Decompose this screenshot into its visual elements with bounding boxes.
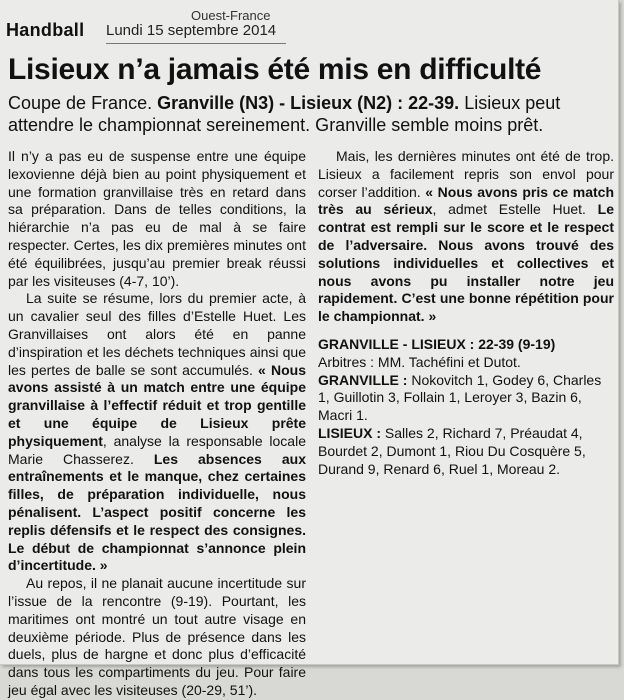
article-column-2 [318,148,614,478]
quote-1-part-1: « Nous avons assisté à un match entre une équipe granvillaise à l’effectif réduit et trop gentille et une équipe de Lisieux prête physiquement [8,361,306,449]
team-2-players: Salles 2, Richard 7, Préaudat 4, Bourdet 2, Dumont 1, Riou Du Cosquère 5, Durand 9, Renard 6, Ruel 1, Moreau 2. [318,424,586,477]
team-1-players: Nokovitch 1, Godey 6, Charles 1, Guillotin 3, Follain 1, Leroyer 3, Bazin 6, Macri 1. [318,371,602,424]
standfirst [8,92,608,136]
paragraph-4 [318,148,614,326]
paragraph-1: Il n’y a pas eu de suspense entre une équipe lexovienne déjà bien au point physiquement et une formation granvillaise très en retard dans sa préparation. Dans de telles conditions, la hiérarchie n’a pas eu de mal à se faire respecter. Certes, les dix premières minutes ont été équilibrées, jusqu’au premier break réussi par les visiteuses (4-7, 10’). [8,148,306,289]
quote-1-part-2: Les absences aux entraînements et le manque, chez certaines filles, de préparation individuelle, nous pénalisent. L’aspect positif concerne les replis défensifs et le respect des consignes. Le début de championnat s’annonce plein d’incertitude. » [8,450,306,574]
masthead [6,6,286,46]
masthead-rule [106,43,286,44]
paragraph-3: Au repos, il ne planait aucune incertitude sur l’issue de la rencontre (9-19). Pourtant, les maritimes ont montré un tout autre visage en deuxième période. Plus de présence dans les duels, plus de hargne et donc plus d’efficacité dans tous les compartiments du jeu. Pour faire jeu égal avec les visiteuses (20-29, 51’). [8,575,306,698]
standfirst-lead: Coupe de France. [8,93,158,113]
score-line: GRANVILLE - LISIEUX : 22-39 (9-19) [318,335,556,352]
paragraph-4-text: Mais, les dernières minutes ont été de trop. Lisieux a facilement repris son envol pour corser l’addition. [318,148,614,200]
publication-date: Lundi 15 septembre 2014 [106,22,277,39]
quote-2-part-2: Le contrat est rempli sur le score et le respect de l’adversaire. Nous avons trouvé des solutions individuelles et collectives et nous avons pu installer notre jeu rapidement. C’est une bonne répétition pour le championnat. » [318,201,614,325]
section-label: Handball [6,20,85,40]
newspaper-name: Ouest-France [191,8,271,23]
result-box [318,336,614,478]
team-2-lineup [318,425,614,478]
article-column-1 [8,148,306,700]
quote-2-attribution: , admet Estelle Huet. [432,201,598,218]
quote-2-part-1: « Nous avons pris ce match très au sérieux [318,183,615,218]
team-1-name: GRANVILLE : [318,371,408,388]
team-2-name: LISIEUX : [318,424,382,441]
standfirst-match: Granville (N3) - Lisieux (N2) : 22-39. [157,93,460,113]
headline: Lisieux n’a jamais été mis en difficulté [8,53,542,86]
team-1-lineup [318,372,614,425]
standfirst-rest: Lisieux peut attendre le championnat sereinement. Granville semble moins prêt. [8,93,561,135]
referees-line: Arbitres : MM. Tachéfini et Dutot. [318,353,521,370]
paragraph-2 [8,290,306,575]
quote-1-attribution: , analyse la responsable locale Marie Chasserez. [8,432,306,467]
paragraph-2-text: La suite se résume, lors du premier acte, à un cavalier seul des filles d’Estelle Huet. Les Granvillaises ont alors été en panne d’inspiration et les déchets techniques ainsi que les pertes de balle se sont accumulés. [8,290,306,378]
